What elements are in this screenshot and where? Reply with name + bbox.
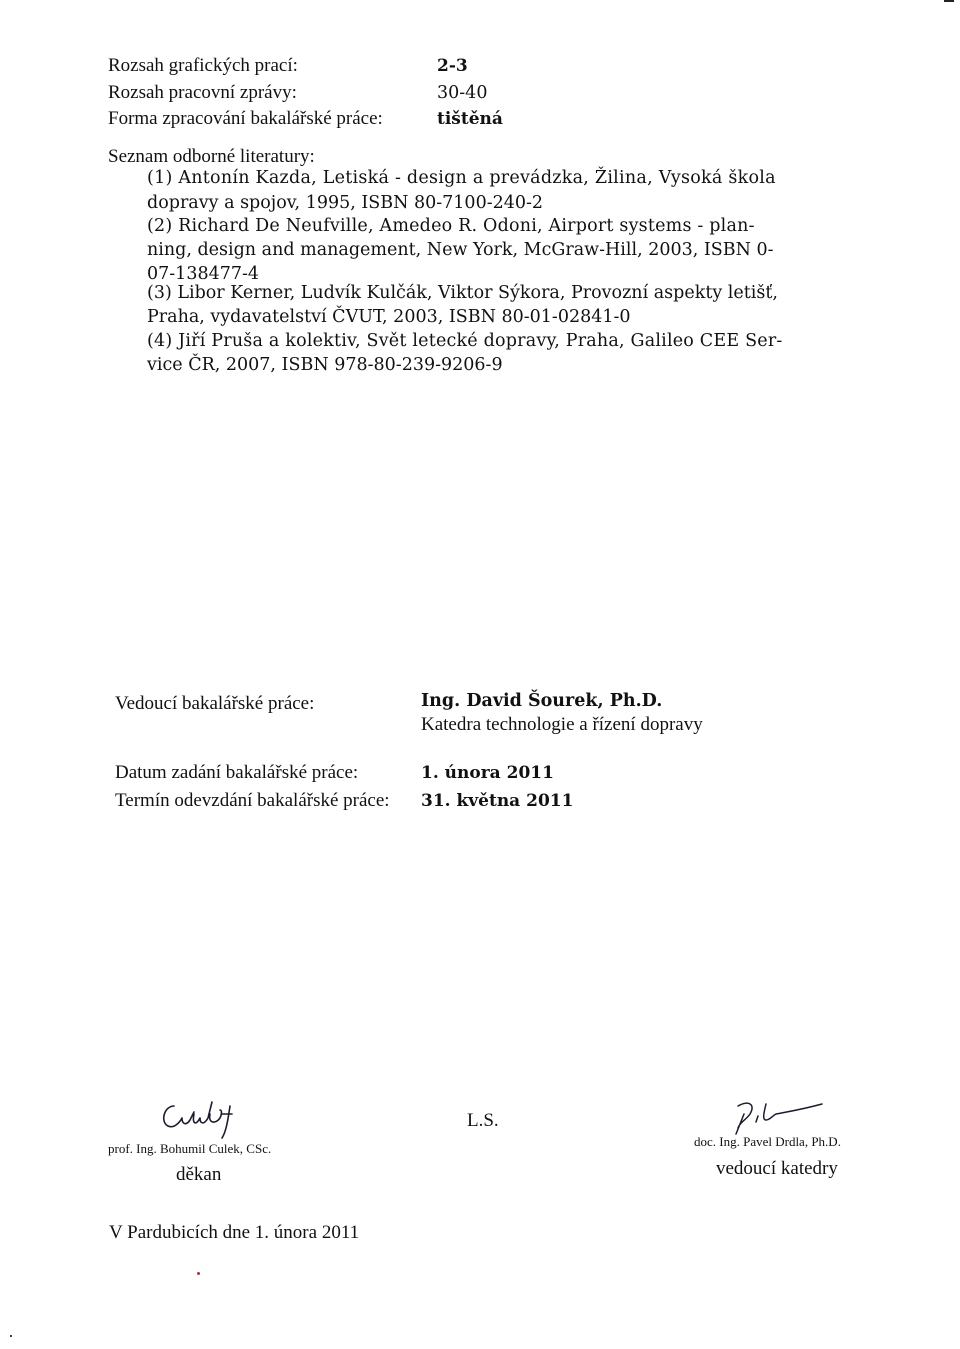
assigned-date-label: Datum zadání bakalářské práce: [115, 762, 359, 783]
scan-speck [10, 1335, 12, 1337]
supervisor-department: Katedra technologie a řízení dopravy [421, 714, 703, 735]
literature-line: vice ČR, 2007, ISBN 978-80-239-9206-9 [147, 355, 503, 375]
department-head-title: vedoucí katedry [716, 1158, 838, 1179]
literature-line: (4) Jiří Pruša a kolektiv, Svět letecké dopravy, Praha, Galileo CEE Ser- [147, 331, 783, 351]
dean-signature [156, 1092, 256, 1142]
deadline-date-value: 31. května 2011 [421, 791, 574, 811]
department-head-name: doc. Ing. Pavel Drdla, Ph.D. [694, 1134, 841, 1149]
ink-dot [197, 1272, 200, 1275]
literature-line: dopravy a spojov, 1995, ISBN 80-7100-240-2 [147, 193, 544, 213]
literature-line: ning, design and management, New York, McGraw-Hill, 2003, ISBN 0- [147, 240, 774, 260]
literature-line: (3) Libor Kerner, Ludvík Kulčák, Viktor Sýkora, Provozní aspekty letišť, [147, 283, 778, 303]
form-value: tištěná [437, 109, 503, 129]
graphics-scope-value: 2-3 [437, 56, 468, 76]
dean-title: děkan [176, 1164, 222, 1185]
assigned-date-value: 1. února 2011 [421, 763, 554, 783]
supervisor-name: Ing. David Šourek, Ph.D. [421, 691, 663, 711]
supervisor-label: Vedoucí bakalářské práce: [115, 693, 315, 714]
literature-line: Praha, vydavatelství ČVUT, 2003, ISBN 80-01-02841-0 [147, 307, 631, 327]
seal-label: L.S. [467, 1110, 499, 1131]
place-and-date: V Pardubicích dne 1. února 2011 [109, 1222, 360, 1243]
literature-line: (2) Richard De Neufville, Amedeo R. Odoni, Airport systems - plan- [147, 216, 755, 236]
form-label: Forma zpracování bakalářské práce: [108, 108, 383, 129]
report-scope-label: Rozsah pracovní zprávy: [108, 82, 297, 103]
report-scope-value: 30-40 [437, 83, 488, 103]
literature-line: 07-138477-4 [147, 264, 260, 284]
dean-name: prof. Ing. Bohumil Culek, CSc. [108, 1141, 272, 1156]
graphics-scope-label: Rozsah grafických prací: [108, 55, 298, 76]
literature-line: (1) Antonín Kazda, Letiská - design a prevádzka, Žilina, Vysoká škola [147, 168, 776, 188]
department-head-signature [730, 1094, 830, 1139]
deadline-date-label: Termín odevzdání bakalářské práce: [115, 790, 390, 811]
literature-heading: Seznam odborné literatury: [108, 146, 315, 167]
page-corner-mark [944, 0, 954, 2]
